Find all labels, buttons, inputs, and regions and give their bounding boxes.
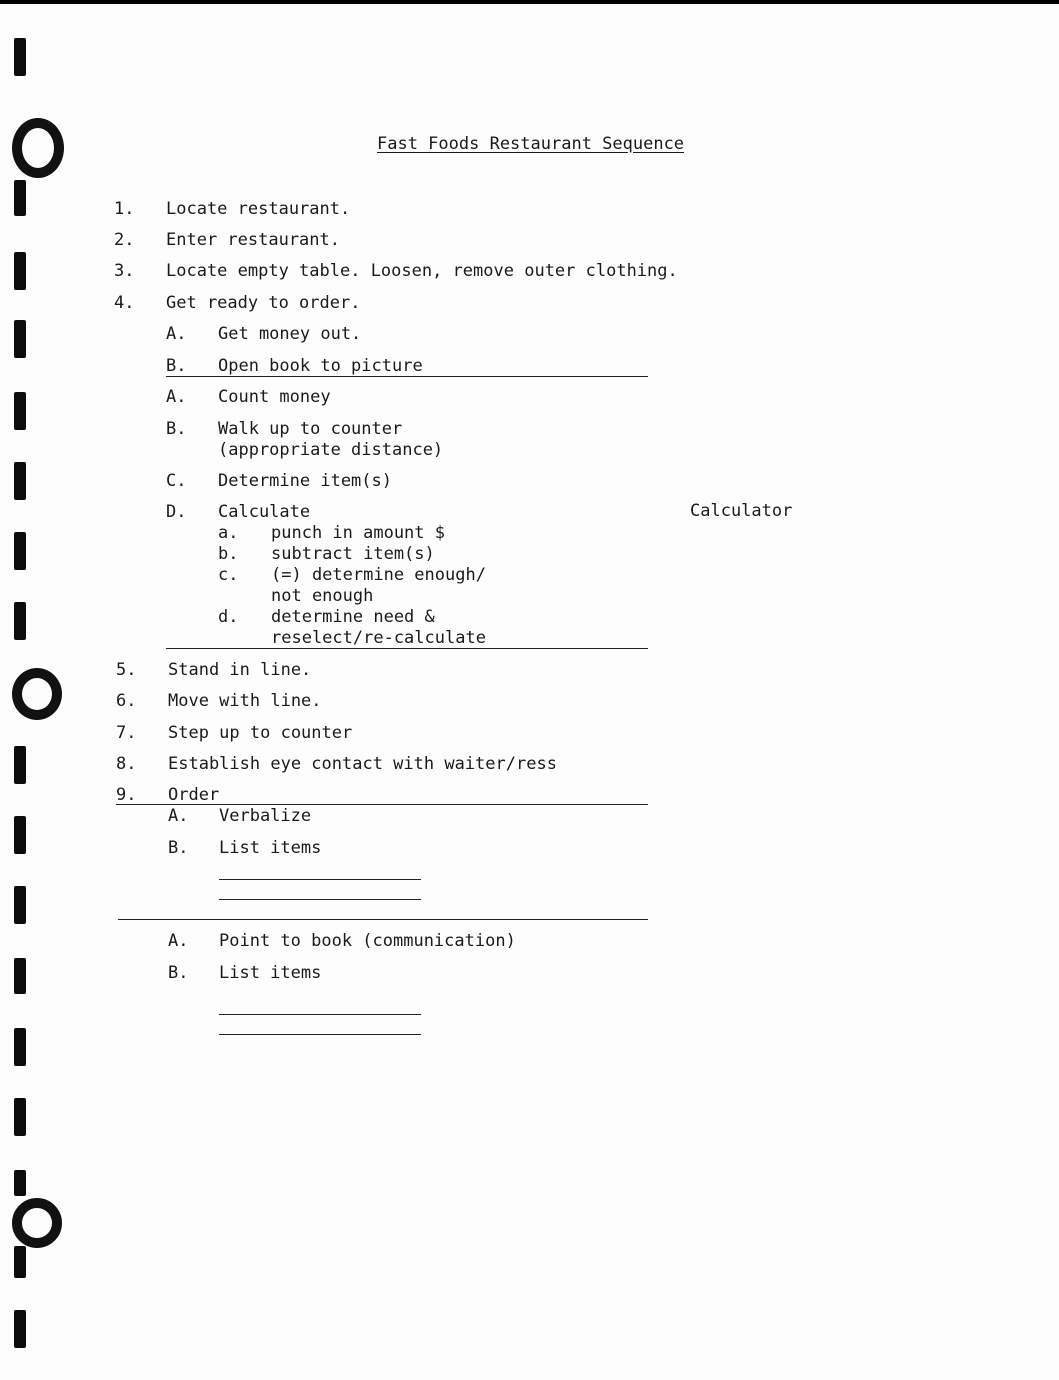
binder-mark xyxy=(14,1310,26,1348)
blank-line xyxy=(219,899,421,900)
binder-mark xyxy=(14,532,26,570)
step-text: Get ready to order. xyxy=(166,293,361,313)
blank-line xyxy=(219,879,421,880)
binder-mark xyxy=(14,392,26,430)
substep-letter: B. xyxy=(168,838,189,858)
substep-text: Point to book (communication) xyxy=(219,931,516,951)
step-number: 3. xyxy=(114,261,135,281)
binder-mark xyxy=(14,602,26,640)
binder-ring xyxy=(12,668,62,720)
binder-mark xyxy=(14,180,26,216)
divider-line xyxy=(166,376,648,377)
step-text: Enter restaurant. xyxy=(166,230,340,250)
substep-letter: B. xyxy=(166,356,187,376)
calculator-label: Calculator xyxy=(690,501,793,521)
step-text: Locate restaurant. xyxy=(166,199,351,219)
step-text: Order xyxy=(168,785,220,805)
binder-mark xyxy=(14,252,26,290)
substep-letter: A. xyxy=(166,324,187,344)
step-number: 8. xyxy=(116,754,137,774)
binder-mark xyxy=(14,1028,26,1066)
substep-text: List items xyxy=(219,963,322,983)
calc-text: subtract item(s) xyxy=(271,544,435,564)
binder-mark xyxy=(14,462,26,500)
page-title: Fast Foods Restaurant Sequence xyxy=(377,134,685,154)
substep-letter: A. xyxy=(166,387,187,407)
substep-text: Open book to picture xyxy=(218,356,423,376)
step-number: 4. xyxy=(114,293,135,313)
step-number: 7. xyxy=(116,723,137,743)
calc-letter: d. xyxy=(218,607,239,627)
calc-letter: c. xyxy=(218,565,239,585)
substep-letter: A. xyxy=(168,931,189,951)
calc-text: punch in amount $ xyxy=(271,523,445,543)
calc-text: determine need & xyxy=(271,607,435,627)
substep-text: Verbalize xyxy=(219,806,312,826)
step-text: Stand in line. xyxy=(168,660,312,680)
calc-text-continued: not enough xyxy=(271,586,374,606)
substep-text: Walk up to counter xyxy=(218,419,403,439)
step-text: Establish eye contact with waiter/ress xyxy=(168,754,557,774)
divider-line xyxy=(116,804,648,805)
binder-mark xyxy=(14,320,26,358)
substep-letter: A. xyxy=(168,806,189,826)
calc-text: (=) determine enough/ xyxy=(271,565,486,585)
substep-letter: C. xyxy=(166,471,187,491)
calc-text-continued: reselect/re-calculate xyxy=(271,628,486,648)
step-text: Move with line. xyxy=(168,691,322,711)
divider-line xyxy=(166,648,648,649)
step-text: Step up to counter xyxy=(168,723,353,743)
step-number: 2. xyxy=(114,230,135,250)
substep-text: Get money out. xyxy=(218,324,362,344)
binder-mark xyxy=(14,886,26,924)
binder-mark xyxy=(14,1098,26,1136)
step-number: 9. xyxy=(116,785,137,805)
substep-letter: B. xyxy=(168,963,189,983)
blank-line xyxy=(219,1034,421,1035)
binder-ring xyxy=(12,118,64,178)
step-text: Locate empty table. Loosen, remove outer clothing. xyxy=(166,261,678,281)
substep-text-continued: (appropriate distance) xyxy=(218,440,444,460)
binder-mark xyxy=(14,958,26,994)
binder-mark xyxy=(14,1170,26,1196)
substep-text: List items xyxy=(219,838,322,858)
binder-mark xyxy=(14,746,26,784)
calc-letter: b. xyxy=(218,544,239,564)
step-number: 5. xyxy=(116,660,137,680)
substep-letter: B. xyxy=(166,419,187,439)
page-top-edge xyxy=(0,0,1059,4)
binder-mark xyxy=(14,816,26,854)
divider-line xyxy=(118,919,648,920)
calc-letter: a. xyxy=(218,523,239,543)
substep-text: Determine item(s) xyxy=(218,471,392,491)
binder-mark xyxy=(14,1246,26,1278)
step-number: 6. xyxy=(116,691,137,711)
blank-line xyxy=(219,1014,421,1015)
substep-letter: D. xyxy=(166,502,187,522)
substep-text: Calculate xyxy=(218,502,311,522)
binder-ring xyxy=(12,1198,62,1248)
binder-mark xyxy=(14,38,26,76)
step-number: 1. xyxy=(114,199,135,219)
substep-text: Count money xyxy=(218,387,331,407)
